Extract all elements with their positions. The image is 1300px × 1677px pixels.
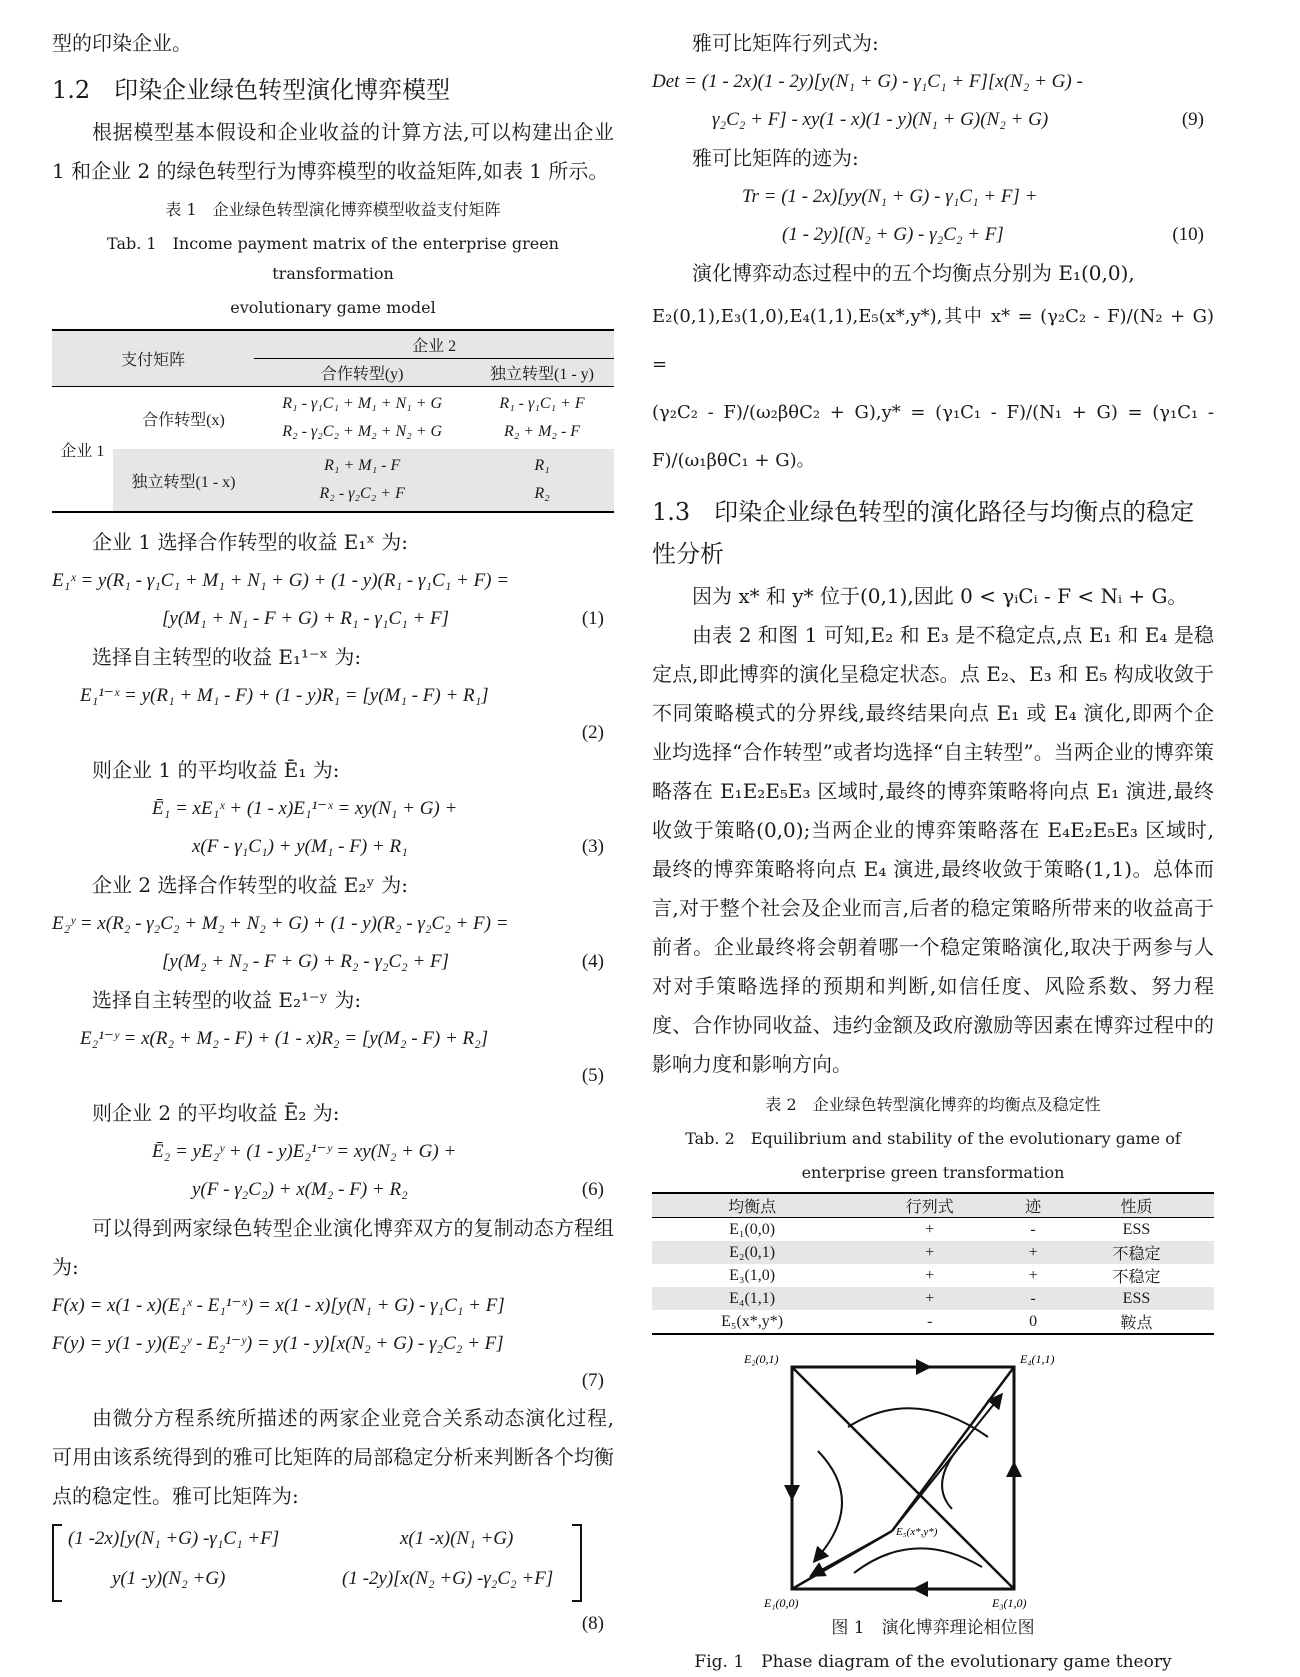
label-e4: E₄(1,1) bbox=[1020, 1352, 1055, 1366]
text-e1x: 企业 1 选择合作转型的收益 E₁ˣ 为: bbox=[92, 530, 408, 554]
table-row: E₄(1,1) + - ESS bbox=[652, 1287, 1214, 1310]
equation-number-4: (4) bbox=[581, 951, 604, 972]
phase-diagram bbox=[652, 1341, 1214, 1611]
trajectory-top bbox=[848, 1408, 988, 1437]
equation-number-2: (2) bbox=[581, 722, 604, 743]
equation-2: E₁¹⁻ˣ = y(R₁ + M₁ - F) + (1 - y)R₁ = [y(M₁ - F) + R₁] bbox=[80, 685, 489, 706]
table-row: E₃(1,0) + + 不稳定 bbox=[729, 1266, 1161, 1286]
figure1-caption-en: Fig. 1 Phase diagram of the evolutionary game theory bbox=[694, 1652, 1172, 1672]
equation-6b: y(F - γ₂C₂) + x(M₂ - F) + R₂ (6) bbox=[52, 1171, 614, 1209]
label-e1: E₁(0,0) bbox=[764, 1596, 799, 1610]
arrow-to-e4 bbox=[892, 1399, 998, 1531]
table1-caption-en-2: evolutionary game model bbox=[230, 298, 436, 317]
text-avg2: 则企业 2 的平均收益 Ē₂ 为: bbox=[92, 1101, 340, 1125]
matrix-cell-12: x(1 -x)(N₁ +G) bbox=[400, 1528, 514, 1549]
table1-caption-cn: 表 1 企业绿色转型演化博弈模型收益支付矩阵 bbox=[165, 200, 501, 219]
equation-9a: Det = (1 - 2x)(1 - 2y)[y(N₁ + G) - γ₁C₁ + F][x(N₂ + G) - bbox=[652, 71, 1083, 92]
cell-indep-indep: R₁ R₂ bbox=[534, 457, 550, 502]
bracket-left bbox=[52, 1524, 62, 1602]
label-e3: E₃(1,0) bbox=[992, 1596, 1027, 1610]
row-enterprise1: 企业 1 bbox=[60, 442, 105, 460]
cell-coop-indep: R₁ - γ₁C₁ + F R₂ + M₂ - F bbox=[499, 395, 585, 440]
equation-4b: [y(M₂ + N₂ - F + G) + R₂ - γ₂C₂ + F] (4) bbox=[52, 943, 614, 981]
text-jacobian: 由微分方程系统所描述的两家企业竞合关系动态演化过程,可用由该系统得到的雅可比矩阵的局部稳定分析来判断各个均衡点的稳定性。雅可比矩阵为: bbox=[52, 1406, 614, 1508]
equation-number-6: (6) bbox=[581, 1179, 604, 1200]
equation-1a: E₁ˣ = y(R₁ - γ₁C₁ + M₁ + N₁ + G) + (1 - y)(R₁ - γ₁C₁ + F) = bbox=[52, 570, 510, 591]
equation-number-10: (10) bbox=[1172, 224, 1204, 245]
separatrix-diagonal-1 bbox=[792, 1367, 1014, 1589]
equilibrium-table bbox=[652, 1192, 1214, 1335]
th-trace: 迹 bbox=[1007, 1193, 1059, 1218]
table2-caption-cn: 表 2 企业绿色转型演化博弈的均衡点及稳定性 bbox=[765, 1095, 1101, 1114]
matrix-cell-11: (1 -2x)[y(N₁ +G) -γ₁C₁ +F] bbox=[68, 1528, 280, 1549]
equation-number-5: (5) bbox=[581, 1065, 604, 1086]
table1-caption-en: Tab. 1 Income payment matrix of the enterprise green transformation bbox=[107, 234, 559, 283]
paragraph-continued: 型的印染企业。 bbox=[52, 31, 192, 55]
text-equilibrium-1: 演化博弈动态过程中的五个均衡点分别为 E₁(0,0), bbox=[692, 261, 1135, 285]
table-row: E₁(0,0) + - ESS bbox=[729, 1220, 1151, 1238]
trajectory-bottom bbox=[854, 1548, 982, 1573]
right-column bbox=[652, 0, 1214, 1677]
header-enterprise2: 企业 2 bbox=[254, 330, 614, 359]
equation-3a: Ē₁ = xE₁ˣ + (1 - x)E₁¹⁻ˣ = xy(N₁ + G) + bbox=[152, 798, 458, 819]
equation-3b: x(F - γ₁C₁) + y(M₁ - F) + R₁ (3) bbox=[52, 828, 614, 866]
phase-diagram-svg bbox=[652, 1341, 1214, 1611]
table2-caption-en: Tab. 2 Equilibrium and stability of the evolutionary game of bbox=[685, 1129, 1181, 1148]
equation-number-8: (8) bbox=[581, 1613, 604, 1634]
header-independent: 独立转型(1 - y) bbox=[490, 366, 595, 383]
text-equilibrium-2: E₂(0,1),E₃(1,0),E₄(1,1),E₅(x*,y*),其中 x* = (γ₂C₂ - F)/(N₂ + G) = bbox=[652, 306, 1214, 375]
jacobian-matrix bbox=[52, 1522, 614, 1602]
table-row: E₅(x*,y*) - 0 鞍点 bbox=[721, 1312, 1153, 1332]
equation-10b: (1 - 2y)[(N₂ + G) - γ₂C₂ + F] (10) bbox=[652, 216, 1214, 254]
equation-6a: Ē₂ = yE₂ʸ + (1 - y)E₂¹⁻ʸ = xy(N₂ + G) + bbox=[152, 1141, 457, 1162]
text-e2y: 企业 2 选择合作转型的收益 E₂ʸ 为: bbox=[92, 873, 408, 897]
separatrix-diagonal-2 bbox=[892, 1367, 1014, 1531]
table-row: E₂(0,1) + + 不稳定 bbox=[652, 1241, 1214, 1264]
equation-7a: F(x) = x(1 - x)(E₁ˣ - E₁¹⁻ˣ) = x(1 - x)[y(N₁ + G) - γ₁C₁ + F] bbox=[52, 1295, 505, 1316]
equation-number-3: (3) bbox=[581, 836, 604, 857]
equation-10a: Tr = (1 - 2x)[yy(N₁ + G) - γ₁C₁ + F] + bbox=[742, 186, 1038, 207]
equation-1b: [y(M₁ + N₁ - F + G) + R₁ - γ₁C₁ + F] (1) bbox=[52, 600, 614, 638]
section-heading-1-2: 1.2 印染企业绿色转型演化博弈模型 bbox=[52, 76, 451, 104]
equation-7b: F(y) = y(1 - y)(E₂ʸ - E₂¹⁻ʸ) = y(1 - y)[x(N₂ + G) - γ₂C₂ + F] bbox=[52, 1333, 504, 1354]
th-det: 行列式 bbox=[852, 1193, 1007, 1218]
header-cooperate: 合作转型(y) bbox=[320, 366, 404, 383]
table2-caption-en-2: enterprise green transformation bbox=[801, 1163, 1065, 1182]
payoff-matrix-table bbox=[52, 329, 614, 513]
figure1-caption-cn: 图 1 演化博弈理论相位图 bbox=[831, 1618, 1035, 1638]
th-property: 性质 bbox=[1059, 1193, 1214, 1218]
equation-number-7: (7) bbox=[581, 1370, 604, 1391]
text-replicator: 可以得到两家绿色转型企业演化博弈双方的复制动态方程组为: bbox=[52, 1216, 614, 1279]
text-determinant: 雅可比矩阵行列式为: bbox=[692, 31, 879, 55]
header-matrix: 支付矩阵 bbox=[121, 352, 186, 369]
text-avg1: 则企业 1 的平均收益 Ē₁ 为: bbox=[92, 758, 340, 782]
trajectory-left bbox=[818, 1451, 842, 1557]
equation-9b: γ₂C₂ + F] - xy(1 - x)(1 - y)(N₁ + G)(N₂ + G) (9) bbox=[652, 101, 1214, 139]
intro-paragraph: 根据模型基本假设和企业收益的计算方法,可以构建出企业 1 和企业 2 的绿色转型行为博弈模型的收益矩阵,如表 1 所示。 bbox=[52, 120, 614, 183]
arrow-to-e1 bbox=[816, 1531, 892, 1573]
row-cooperate: 合作转型(x) bbox=[142, 411, 225, 429]
equation-number-9: (9) bbox=[1181, 109, 1204, 130]
matrix-cell-22: (1 -2y)[x(N₂ +G) -γ₂C₂ +F] bbox=[342, 1568, 554, 1589]
row-independent: 独立转型(1 - x) bbox=[131, 473, 236, 491]
equation-number-1: (1) bbox=[581, 608, 604, 629]
table-header-row bbox=[652, 1193, 1214, 1218]
body-paragraph: 由表 2 和图 1 可知,E₂ 和 E₃ 是不稳定点,点 E₁ 和 E₄ 是稳定点,即此博弈的演化呈稳定状态。点 E₂、E₃ 和 E₅ 构成收敛于不同策略模式的分界线,最终结果向点 E₁ 或 E₄ 演化,即两个企业均选择“合作转型”或者均选择“自主转型”。当两企业的博弈策略落在 E₁E₂E₅E₃ 区域时,最终的博弈策略将向点 E₁ 演进,最终收敛于策略(0,0);当两企业的博弈策略落在 E₄E₂E₅E₃ 区域时,最终的博弈策略将向点 E₄ 演进,最终收敛于策略(1,1)。总体而言,对于整个社会及企业而言,后者的稳定策略所带来的收益高于前者。企业最终将会朝着哪一个稳定策略演化,取决于两参与人对对手策略选择的预期和判断,如信任度、风险系数、努力程度、合作协同收益、违约金额及政府激励等因素在博弈过程中的影响力度和影响方向。 bbox=[652, 623, 1214, 1076]
label-e5: E₅(x*,y*) bbox=[896, 1526, 938, 1538]
equation-5: E₂¹⁻ʸ = x(R₂ + M₂ - F) + (1 - x)R₂ = [y(M₂ - F) + R₂] bbox=[80, 1028, 489, 1049]
cell-indep-coop: R₁ + M₁ - F R₂ - γ₂C₂ + F bbox=[319, 457, 405, 502]
left-column bbox=[52, 0, 614, 1642]
label-e2: E₂(0,1) bbox=[744, 1352, 779, 1366]
equation-4a: E₂ʸ = x(R₂ - γ₂C₂ + M₂ + N₂ + G) + (1 - y)(R₂ - γ₂C₂ + F) = bbox=[52, 913, 509, 934]
text-condition: 因为 x* 和 y* 位于(0,1),因此 0 < γᵢCᵢ - F < Nᵢ + G。 bbox=[692, 584, 1188, 608]
cell-coop-coop: R₁ - γ₁C₁ + M₁ + N₁ + G R₂ - γ₂C₂ + M₂ + N₂ + G bbox=[282, 395, 443, 440]
text-e11x: 选择自主转型的收益 E₁¹⁻ˣ 为: bbox=[92, 645, 362, 669]
text-equilibrium-3: (γ₂C₂ - F)/(ω₂βθC₂ + G),y* = (γ₁C₁ - F)/(N₁ + G) = (γ₁C₁ - F)/(ω₁βθC₁ + G)。 bbox=[652, 402, 1214, 471]
text-e21y: 选择自主转型的收益 E₂¹⁻ʸ 为: bbox=[92, 988, 362, 1012]
th-point: 均衡点 bbox=[652, 1193, 852, 1218]
bracket-right bbox=[572, 1524, 582, 1602]
text-trace: 雅可比矩阵的迹为: bbox=[692, 146, 859, 170]
matrix-cell-21: y(1 -y)(N₂ +G) bbox=[112, 1568, 226, 1589]
section-heading-1-3: 1.3 印染企业绿色转型的演化路径与均衡点的稳定性分析 bbox=[652, 498, 1195, 568]
